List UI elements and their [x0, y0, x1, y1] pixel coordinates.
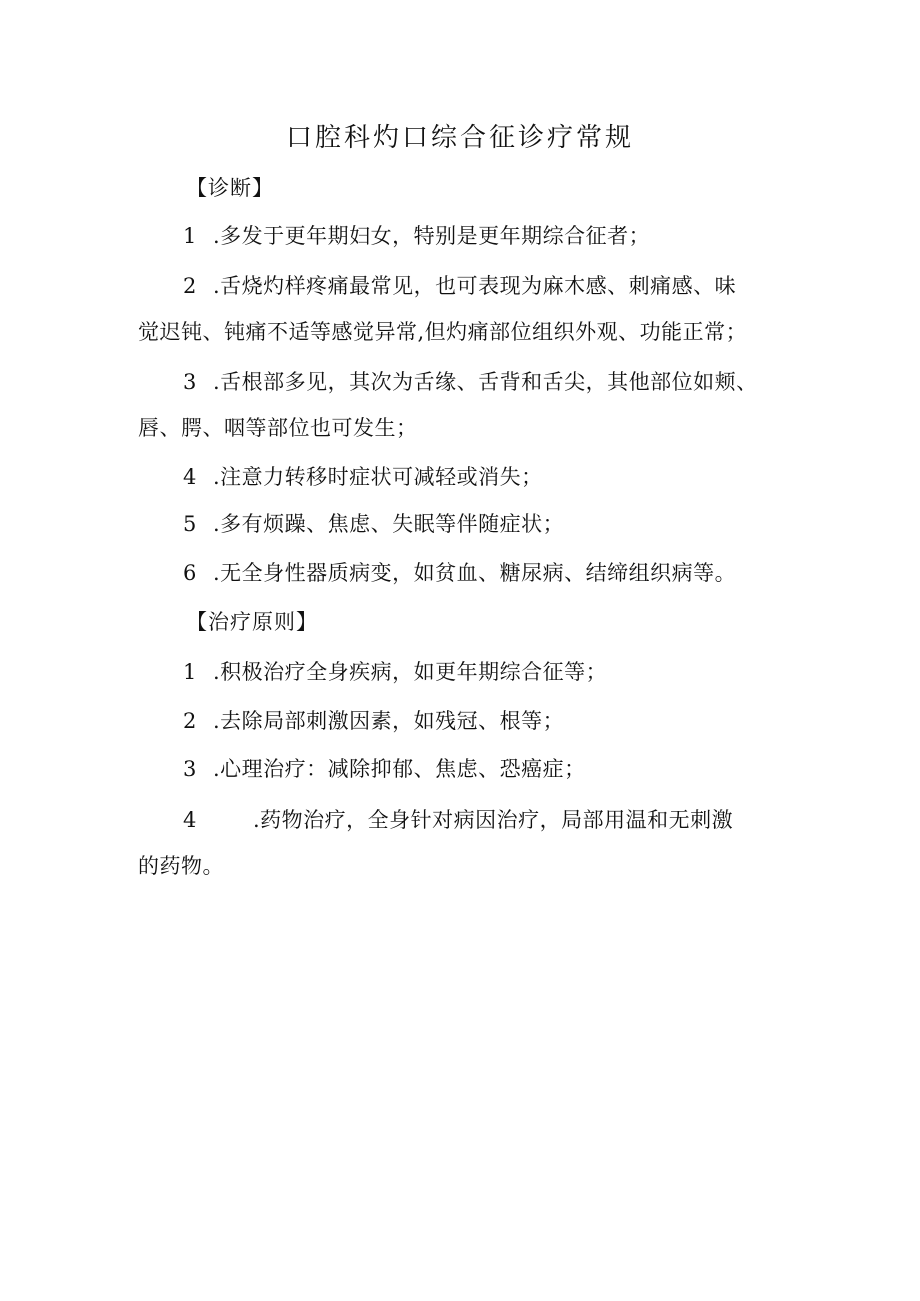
item-text: .积极治疗全身疾病，如更年期综合征等； — [213, 660, 608, 684]
item-text: .注意力转移时症状可减轻或消失； — [213, 465, 543, 489]
item-number: 4 — [183, 808, 197, 832]
treatment-item-3 — [138, 746, 798, 792]
item-text: .心理治疗：减除抑郁、焦虑、恐癌症； — [213, 757, 586, 781]
diagnosis-item-3 — [138, 359, 798, 451]
section-heading-treatment: 【治疗原则】 — [186, 610, 318, 634]
item-text-continued: 的药物。 — [138, 854, 224, 878]
item-text: .多发于更年期妇女，特别是更年期综合征者； — [213, 224, 651, 248]
item-text: .多有烦躁、焦虑、失眠等伴随症状； — [213, 512, 565, 536]
item-number: 3 — [183, 370, 197, 394]
item-text: .去除局部刺激因素，如残冠、根等； — [213, 709, 565, 733]
diagnosis-item-5 — [138, 501, 798, 547]
item-number: 1 — [183, 224, 197, 248]
item-number: 2 — [183, 709, 197, 733]
document-title: 口腔科灼口综合征诊疗常规 — [285, 123, 634, 153]
item-number: 1 — [183, 660, 197, 684]
item-text-continued: 觉迟钝、钝痛不适等感觉异常,但灼痛部位组织外观、功能正常； — [138, 320, 748, 344]
section-heading-diagnosis: 【诊断】 — [186, 176, 274, 200]
treatment-item-4 — [138, 797, 798, 889]
item-text: .无全身性器质病变，如贫血、糖尿病、结缔组织病等。 — [213, 561, 737, 585]
item-number: 6 — [183, 561, 197, 585]
treatment-item-2 — [138, 698, 798, 744]
item-text: .药物治疗，全身针对病因治疗，局部用温和无刺激 — [253, 808, 734, 832]
item-text-continued: 唇、腭、咽等部位也可发生； — [138, 416, 418, 440]
item-number: 3 — [183, 757, 197, 781]
diagnosis-item-4 — [138, 454, 798, 500]
diagnosis-item-6 — [138, 550, 798, 596]
item-number: 2 — [183, 274, 197, 298]
item-text: .舌烧灼样疼痛最常见，也可表现为麻木感、刺痛感、味 — [213, 274, 737, 298]
diagnosis-item-2 — [138, 263, 798, 355]
treatment-item-1 — [138, 649, 798, 695]
item-text: .舌根部多见，其次为舌缘、舌背和舌尖，其他部位如颊、 — [213, 370, 758, 394]
item-number: 5 — [183, 512, 197, 536]
item-number: 4 — [183, 465, 197, 489]
diagnosis-item-1 — [138, 213, 798, 259]
